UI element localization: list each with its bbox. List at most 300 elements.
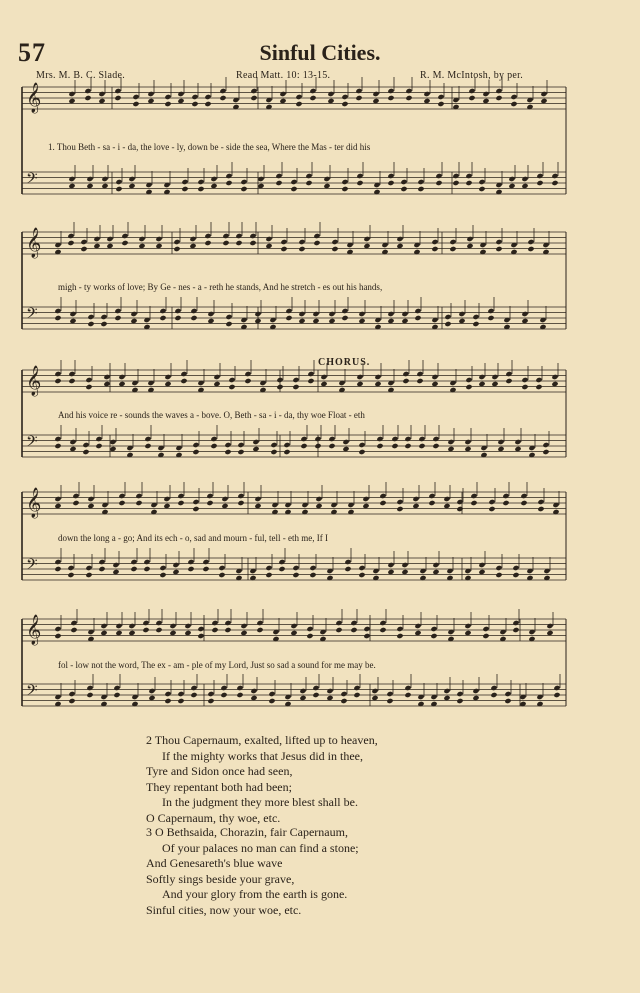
notehead: [86, 692, 93, 698]
lyric-line-4: down the long a - go; And its ech - o, sad and mourn - ful, tell - eth me, If I: [58, 533, 328, 543]
notehead: [372, 91, 379, 97]
notehead: [452, 180, 459, 186]
notehead: [326, 688, 333, 694]
notehead: [431, 239, 438, 245]
notehead: [228, 384, 235, 390]
notehead: [465, 173, 472, 179]
notehead: [405, 95, 412, 101]
notehead: [174, 315, 181, 321]
notehead: [224, 627, 231, 633]
notehead: [386, 698, 393, 704]
notehead: [210, 443, 217, 449]
notehead: [306, 626, 313, 632]
notehead: [237, 449, 244, 455]
notehead: [396, 506, 403, 512]
notehead: [331, 239, 338, 245]
notehead: [379, 620, 386, 626]
notehead: [353, 685, 360, 691]
notehead: [472, 321, 479, 327]
notehead: [180, 371, 187, 377]
notehead: [300, 436, 307, 442]
notehead: [128, 176, 135, 182]
notehead: [358, 442, 365, 448]
notehead: [237, 442, 244, 448]
notehead: [298, 239, 305, 245]
notehead: [458, 311, 465, 317]
verse-line: In the judgment they more blest shall be.: [162, 795, 358, 810]
notehead: [387, 562, 394, 568]
notehead: [67, 240, 74, 246]
verse-line: Of your palaces no man can find a stone;: [162, 840, 359, 855]
notehead: [391, 443, 398, 449]
notehead: [404, 436, 411, 442]
notehead: [299, 688, 306, 694]
notehead: [147, 91, 154, 97]
notehead: [68, 176, 75, 182]
notehead: [68, 691, 75, 697]
notehead: [387, 173, 394, 179]
notehead: [187, 566, 194, 572]
notehead: [278, 559, 285, 565]
notehead: [313, 233, 320, 239]
notehead: [114, 315, 121, 321]
treble-clef-icon: 𝄞: [26, 615, 42, 645]
notehead: [305, 180, 312, 186]
notehead: [428, 493, 435, 499]
notehead: [204, 94, 211, 100]
bass-clef-icon: 𝄢: [26, 556, 38, 577]
notehead: [432, 562, 439, 568]
notehead: [265, 572, 272, 578]
notehead: [191, 101, 198, 107]
notehead: [430, 633, 437, 639]
notehead: [521, 384, 528, 390]
notehead: [379, 500, 386, 506]
notehead: [189, 236, 196, 242]
notehead: [472, 314, 479, 320]
notehead: [490, 685, 497, 691]
notehead: [432, 436, 439, 442]
notehead: [510, 94, 517, 100]
notehead: [190, 315, 197, 321]
notehead: [72, 493, 79, 499]
notehead: [443, 688, 450, 694]
notehead: [202, 566, 209, 572]
notehead: [510, 101, 517, 107]
composer-credit: R. M. McIntosh, by per.: [420, 70, 524, 81]
notehead: [341, 315, 348, 321]
notehead: [143, 566, 150, 572]
notehead: [482, 626, 489, 632]
notehead: [213, 374, 220, 380]
notehead: [444, 321, 451, 327]
notehead: [114, 308, 121, 314]
chorus-marking: CHORUS.: [318, 357, 371, 368]
notehead: [456, 499, 463, 505]
notehead: [488, 506, 495, 512]
notehead: [512, 620, 519, 626]
notehead: [478, 179, 485, 185]
notehead: [478, 562, 485, 568]
notehead: [400, 179, 407, 185]
notehead: [435, 180, 442, 186]
notehead: [502, 493, 509, 499]
notehead: [356, 180, 363, 186]
notehead: [401, 562, 408, 568]
notehead: [443, 496, 450, 502]
notehead: [295, 101, 302, 107]
notehead: [128, 623, 135, 629]
notehead: [118, 374, 125, 380]
notehead: [95, 443, 102, 449]
notehead: [414, 623, 421, 629]
notehead: [418, 436, 425, 442]
notehead: [371, 688, 378, 694]
notehead: [180, 378, 187, 384]
notehead: [470, 493, 477, 499]
notehead: [100, 314, 107, 320]
notehead: [250, 688, 257, 694]
notehead: [211, 620, 218, 626]
notehead: [465, 384, 472, 390]
notehead: [435, 173, 442, 179]
notehead: [250, 88, 257, 94]
notehead: [430, 626, 437, 632]
notehead: [358, 311, 365, 317]
notehead: [495, 95, 502, 101]
notehead: [155, 627, 162, 633]
notehead: [85, 572, 92, 578]
notehead: [536, 173, 543, 179]
notehead: [478, 186, 485, 192]
notehead: [535, 377, 542, 383]
notehead: [340, 691, 347, 697]
notehead: [197, 626, 204, 632]
notehead: [54, 626, 61, 632]
notehead: [237, 493, 244, 499]
notehead: [283, 442, 290, 448]
notehead: [283, 449, 290, 455]
notehead: [358, 565, 365, 571]
notehead: [192, 449, 199, 455]
notehead: [356, 173, 363, 179]
notehead: [527, 239, 534, 245]
notehead: [268, 698, 275, 704]
notehead: [353, 692, 360, 698]
notehead: [197, 179, 204, 185]
notehead: [80, 246, 87, 252]
notehead: [444, 314, 451, 320]
bass-clef-icon: 𝄢: [26, 682, 38, 703]
notehead: [115, 623, 122, 629]
notehead: [121, 233, 128, 239]
notehead: [387, 95, 394, 101]
notehead: [118, 500, 125, 506]
notehead: [376, 443, 383, 449]
notehead: [342, 439, 349, 445]
notehead: [315, 496, 322, 502]
notehead: [113, 692, 120, 698]
notehead: [285, 315, 292, 321]
bass-clef-icon: 𝄢: [26, 433, 38, 454]
notehead: [54, 496, 61, 502]
notehead: [437, 101, 444, 107]
notehead: [82, 449, 89, 455]
notehead: [159, 308, 166, 314]
notehead: [464, 623, 471, 629]
notehead: [331, 246, 338, 252]
notehead: [495, 88, 502, 94]
notehead: [177, 493, 184, 499]
notehead: [312, 685, 319, 691]
lyric-line-5: fol - low not the word, The ex - am - ple of my Lord, Just so sad a sound for me may be.: [58, 660, 376, 670]
notehead: [270, 449, 277, 455]
notehead: [542, 442, 549, 448]
notehead: [456, 698, 463, 704]
notehead: [402, 378, 409, 384]
notehead: [470, 500, 477, 506]
notehead: [221, 496, 228, 502]
notehead: [535, 384, 542, 390]
notehead: [482, 91, 489, 97]
notehead: [356, 374, 363, 380]
notehead: [412, 496, 419, 502]
notehead: [355, 88, 362, 94]
notehead: [464, 439, 471, 445]
notehead: [106, 236, 113, 242]
verse-line: Sinful cities, now your woe, etc.: [146, 902, 302, 917]
notehead: [396, 499, 403, 505]
notehead: [222, 233, 229, 239]
notehead: [155, 236, 162, 242]
notehead: [98, 566, 105, 572]
notehead: [164, 101, 171, 107]
notehead: [335, 620, 342, 626]
notehead: [551, 180, 558, 186]
treble-clef-icon: 𝄞: [26, 228, 42, 258]
notehead: [265, 236, 272, 242]
notehead: [190, 692, 197, 698]
lyric-line-2: migh - ty works of love; By Ge - nes - a - reth he stands, And he stretch - es out his hands,: [58, 282, 383, 292]
notehead: [54, 436, 61, 442]
notehead: [115, 179, 122, 185]
notehead: [98, 559, 105, 565]
notehead: [204, 233, 211, 239]
notehead: [142, 627, 149, 633]
notehead: [465, 180, 472, 186]
notehead: [207, 311, 214, 317]
notehead: [537, 506, 544, 512]
notehead: [86, 685, 93, 691]
notehead: [218, 572, 225, 578]
notehead: [132, 101, 139, 107]
notehead: [144, 436, 151, 442]
notehead: [355, 95, 362, 101]
notehead: [224, 620, 231, 626]
notehead: [130, 559, 137, 565]
notehead: [312, 311, 319, 317]
notehead: [237, 500, 244, 506]
notehead: [437, 94, 444, 100]
notehead: [256, 620, 263, 626]
notehead: [219, 95, 226, 101]
notehead: [387, 180, 394, 186]
notehead: [87, 321, 94, 327]
notehead: [244, 378, 251, 384]
notehead: [514, 439, 521, 445]
notehead: [197, 186, 204, 192]
notehead: [249, 240, 256, 246]
notehead: [135, 500, 142, 506]
notehead: [135, 493, 142, 499]
notehead: [93, 236, 100, 242]
notehead: [235, 233, 242, 239]
hymn-number: 57: [18, 38, 46, 67]
notehead: [290, 623, 297, 629]
notehead: [508, 176, 515, 182]
verse-line: Tyre and Sidon once had seen,: [146, 764, 293, 779]
notehead: [211, 627, 218, 633]
notehead: [115, 186, 122, 192]
notehead: [358, 572, 365, 578]
notehead: [191, 94, 198, 100]
notehead: [54, 633, 61, 639]
notehead: [54, 559, 61, 565]
notehead: [431, 246, 438, 252]
notehead: [404, 685, 411, 691]
notehead: [254, 496, 261, 502]
notehead: [553, 692, 560, 698]
notehead: [54, 371, 61, 377]
notehead: [363, 633, 370, 639]
author-credit: Mrs. M. B. C. Slade.: [36, 70, 126, 81]
notehead: [466, 236, 473, 242]
notehead: [72, 500, 79, 506]
notehead: [270, 442, 277, 448]
notehead: [164, 698, 171, 704]
scripture-reference: Read Matt. 10: 13-15.: [236, 70, 331, 81]
notehead: [309, 572, 316, 578]
notehead: [335, 627, 342, 633]
notehead: [197, 633, 204, 639]
treble-clef-icon: 𝄞: [26, 83, 42, 113]
notehead: [416, 371, 423, 377]
notehead: [387, 88, 394, 94]
notehead: [68, 378, 75, 384]
notehead: [224, 442, 231, 448]
notehead: [512, 627, 519, 633]
notehead: [396, 633, 403, 639]
notehead: [184, 623, 191, 629]
notehead: [290, 179, 297, 185]
notehead: [536, 180, 543, 186]
notehead: [363, 236, 370, 242]
notehead: [85, 384, 92, 390]
notehead: [292, 565, 299, 571]
verse-line: If the mighty works that Jesus did in thee,: [162, 748, 363, 763]
verse-line: 2 Thou Capernaum, exalted, lifted up to heaven,: [146, 733, 378, 747]
notehead: [456, 506, 463, 512]
notehead: [159, 315, 166, 321]
notehead: [235, 240, 242, 246]
notehead: [222, 240, 229, 246]
notehead: [313, 240, 320, 246]
notehead: [236, 692, 243, 698]
verse-line: And Genesareth's blue wave: [146, 856, 283, 871]
treble-clef-icon: 𝄞: [26, 488, 42, 518]
notehead: [155, 620, 162, 626]
notehead: [220, 692, 227, 698]
notehead: [240, 186, 247, 192]
notehead: [295, 94, 302, 100]
notehead: [68, 91, 75, 97]
notehead: [502, 500, 509, 506]
notehead: [305, 173, 312, 179]
notehead: [210, 436, 217, 442]
notehead: [449, 239, 456, 245]
notehead: [298, 311, 305, 317]
notehead: [54, 566, 61, 572]
notehead: [159, 572, 166, 578]
notehead: [69, 311, 76, 317]
notehead: [362, 496, 369, 502]
notehead: [309, 565, 316, 571]
notehead: [114, 88, 121, 94]
notehead: [206, 493, 213, 499]
notehead: [374, 374, 381, 380]
notehead: [98, 91, 105, 97]
notehead: [328, 443, 335, 449]
notehead: [169, 623, 176, 629]
notehead: [207, 691, 214, 697]
notehead: [206, 500, 213, 506]
notehead: [417, 179, 424, 185]
notehead: [468, 88, 475, 94]
notehead: [431, 374, 438, 380]
notehead: [307, 378, 314, 384]
notehead: [490, 692, 497, 698]
notehead: [101, 176, 108, 182]
notehead: [225, 314, 232, 320]
notehead: [210, 176, 217, 182]
notehead: [404, 692, 411, 698]
notehead: [70, 627, 77, 633]
notehead: [328, 436, 335, 442]
notehead: [495, 246, 502, 252]
notehead: [285, 308, 292, 314]
notehead: [341, 186, 348, 192]
notehead: [225, 173, 232, 179]
notehead: [505, 378, 512, 384]
notehead: [504, 698, 511, 704]
notehead: [69, 439, 76, 445]
notehead: [164, 691, 171, 697]
notehead: [177, 91, 184, 97]
notehead: [341, 101, 348, 107]
notehead: [132, 94, 139, 100]
notehead: [300, 443, 307, 449]
notehead: [202, 559, 209, 565]
notehead: [67, 565, 74, 571]
notehead: [521, 311, 528, 317]
notehead: [174, 308, 181, 314]
notehead: [67, 233, 74, 239]
notehead: [130, 311, 137, 317]
notehead: [84, 95, 91, 101]
treble-clef-icon: 𝄞: [26, 366, 42, 396]
notehead: [391, 436, 398, 442]
notehead: [143, 559, 150, 565]
